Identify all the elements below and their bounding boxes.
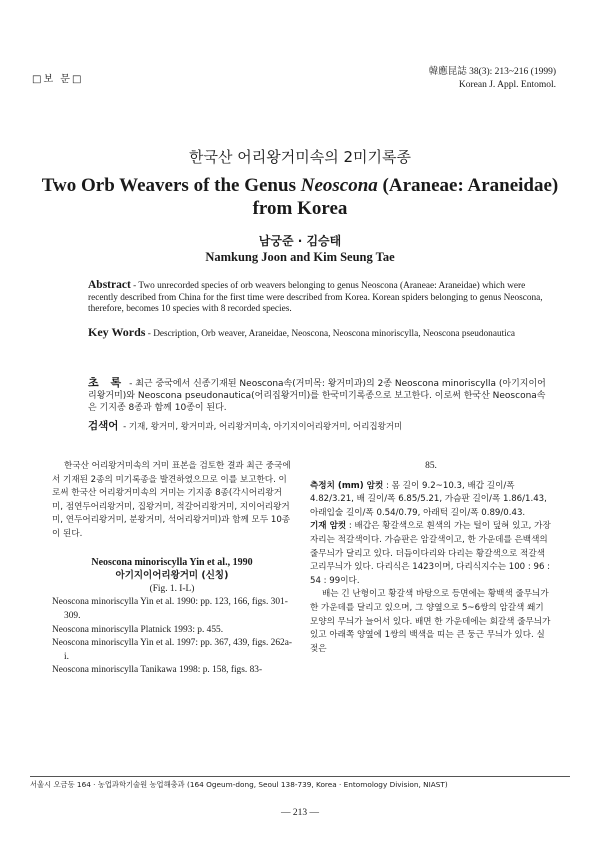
english-title-genus: Neoscona <box>300 175 378 196</box>
korean-abstract-label: 초 록 <box>88 376 126 389</box>
abstract <box>88 280 548 316</box>
body-right-column <box>310 460 552 656</box>
english-title-pre: Two Orb Weavers of the Genus <box>41 175 301 196</box>
abdomen-paragraph: 배는 긴 난형이고 황갈색 바탕으로 등면에는 황백색 줄무늬가 한 가운데를 달리고 있으며, 그 양옆으로 5~6쌍의 암갈색 쐐기 모양의 무늬가 늘어서 있다. 배면 한 가운데에는 회갈색 줄무늬가 있고 아래쪽 양옆에 1쌍의 백색을 띠는 큰 둥근 무늬가 있다. 실젖은 <box>310 589 551 654</box>
synonym-ref-1: Neoscona minoriscylla Yin et al. 1990: pp. 123, 166, figs. 301-309. <box>52 597 288 621</box>
korean-keywords-label: 검색어 <box>88 420 119 432</box>
body-left-column <box>52 460 292 678</box>
species-heading: Neoscona minoriscylla Yin et al., 1990 <box>91 556 253 568</box>
synonym-ref-3: Neoscona minoriscylla Yin et al. 1997: pp. 367, 439, figs. 262a-i. <box>52 638 292 662</box>
english-title <box>40 174 560 220</box>
korean-title: 한국산 어리왕거미속의 2미기록종 <box>189 148 411 166</box>
page-number: — 213 — <box>281 808 319 818</box>
abstract-label: Abstract <box>88 279 131 291</box>
intro-paragraph: 한국산 어리왕거미속의 거미 표본을 검토한 결과 최근 중국에서 기재된 2종의 미기록종을 발견하였으므로 이를 보고한다. 이로써 한국산 어리왕거미속의 거미는 기지종 8종(각시어리왕거미, 점연두어리왕거미, 집왕거미, 적갈어리왕거미, 지이어리왕거미, 연두어리왕거미, 분왕거미, 석어리왕거미)과 함께 모두 10종이 된다. <box>52 461 291 539</box>
description-paragraph <box>310 520 552 588</box>
measurements-text: : 몸 길이 9.2~10.3, 배갑 길이/폭 4.82/3.21, 배 길이/폭 6.85/5.21, 가슴판 길이/폭 1.86/1.43, 아래입술 길이/폭 0.54/0.79, 아래턱 길이/폭 0.89/0.43. <box>310 480 547 518</box>
synonym-ref-2: Neoscona minoriscylla Platnick 1993: p. 455. <box>52 624 224 635</box>
abstract-text: - Two unrecorded species of orb weavers belonging to genus Neoscona (Araneae: Araneidae) which were recently described from China for the first time were described from Korea. Korean spiders belonging to genus Neoscona, therefore, becomes 10 species with 8 recorded species. <box>88 281 543 315</box>
measurements-label: 측정치 (mm) 암컷 <box>310 480 384 491</box>
footnote-divider <box>30 776 570 777</box>
korean-keywords-text: - 기재, 왕거미, 왕거미과, 어리왕거미속, 아기지이어리왕거미, 어리집왕거미 <box>120 422 403 432</box>
article-type-tag: □보 문□ <box>32 74 84 85</box>
korean-abstract-text: - 최근 중국에서 신종기재된 Neoscona속(거미목: 왕거미과)의 2종 Neoscona minoriscylla (아기지이어리왕거미)와 Neoscona pseudonautica(어리집왕거미)를 한국미기록종으로 보고한다. 이로써 한국산 Neoscona속은 기지종 8종과 함께 10종이 된다. <box>88 379 546 413</box>
measurements-paragraph <box>310 480 552 521</box>
korean-keywords <box>88 420 548 433</box>
english-title-post: (Araneae: Araneidae) from Korea <box>252 175 559 219</box>
english-authors: Namkung Joon and Kim Seung Tae <box>205 250 395 264</box>
synonym-ref-4: Neoscona minoriscylla Tanikawa 1998: p. 158, figs. 83- <box>52 665 263 676</box>
journal-line-1: 韓應昆誌 38(3): 213~216 (1999) <box>428 67 556 77</box>
ref-continuation: 85. <box>425 461 437 471</box>
affiliation-footnote: 서울시 오금동 164 · 농업과학기술원 농업해충과 (164 Ogeum-dong, Seoul 138-739, Korea · Entomology Division, NIAST) <box>30 780 448 789</box>
korean-authors: 남궁준 · 김승태 <box>258 234 342 248</box>
figure-reference: (Fig. 1. I-L) <box>149 583 195 594</box>
description-label: 기재 암컷 <box>310 521 347 532</box>
keywords <box>88 326 548 340</box>
journal-line-2: Korean J. Appl. Entomol. <box>458 80 556 90</box>
species-korean-name: 아기지이어리왕거미 (신칭) <box>115 570 229 582</box>
description-text: : 배갑은 황갈색으로 흰색의 가는 털이 덮혀 있고, 가장자리는 적갈색이다. 가슴판은 암갈색이고, 한 가운데를 은백색의 줄무늬가 달리고 있다. 더듬이다리와 다리는 황갈색으로 적갈색 고리무늬가 있다. 다리식은 1423이며, 다리식지수는 100 : 96 : 54 : 99이다. <box>310 521 551 586</box>
korean-abstract <box>88 377 548 414</box>
journal-citation <box>429 66 556 92</box>
keywords-label: Key Words <box>88 325 146 339</box>
keywords-text: - Description, Orb weaver, Araneidae, Neoscona, Neoscona minoriscylla, Neoscona pseudonautica <box>145 329 516 339</box>
